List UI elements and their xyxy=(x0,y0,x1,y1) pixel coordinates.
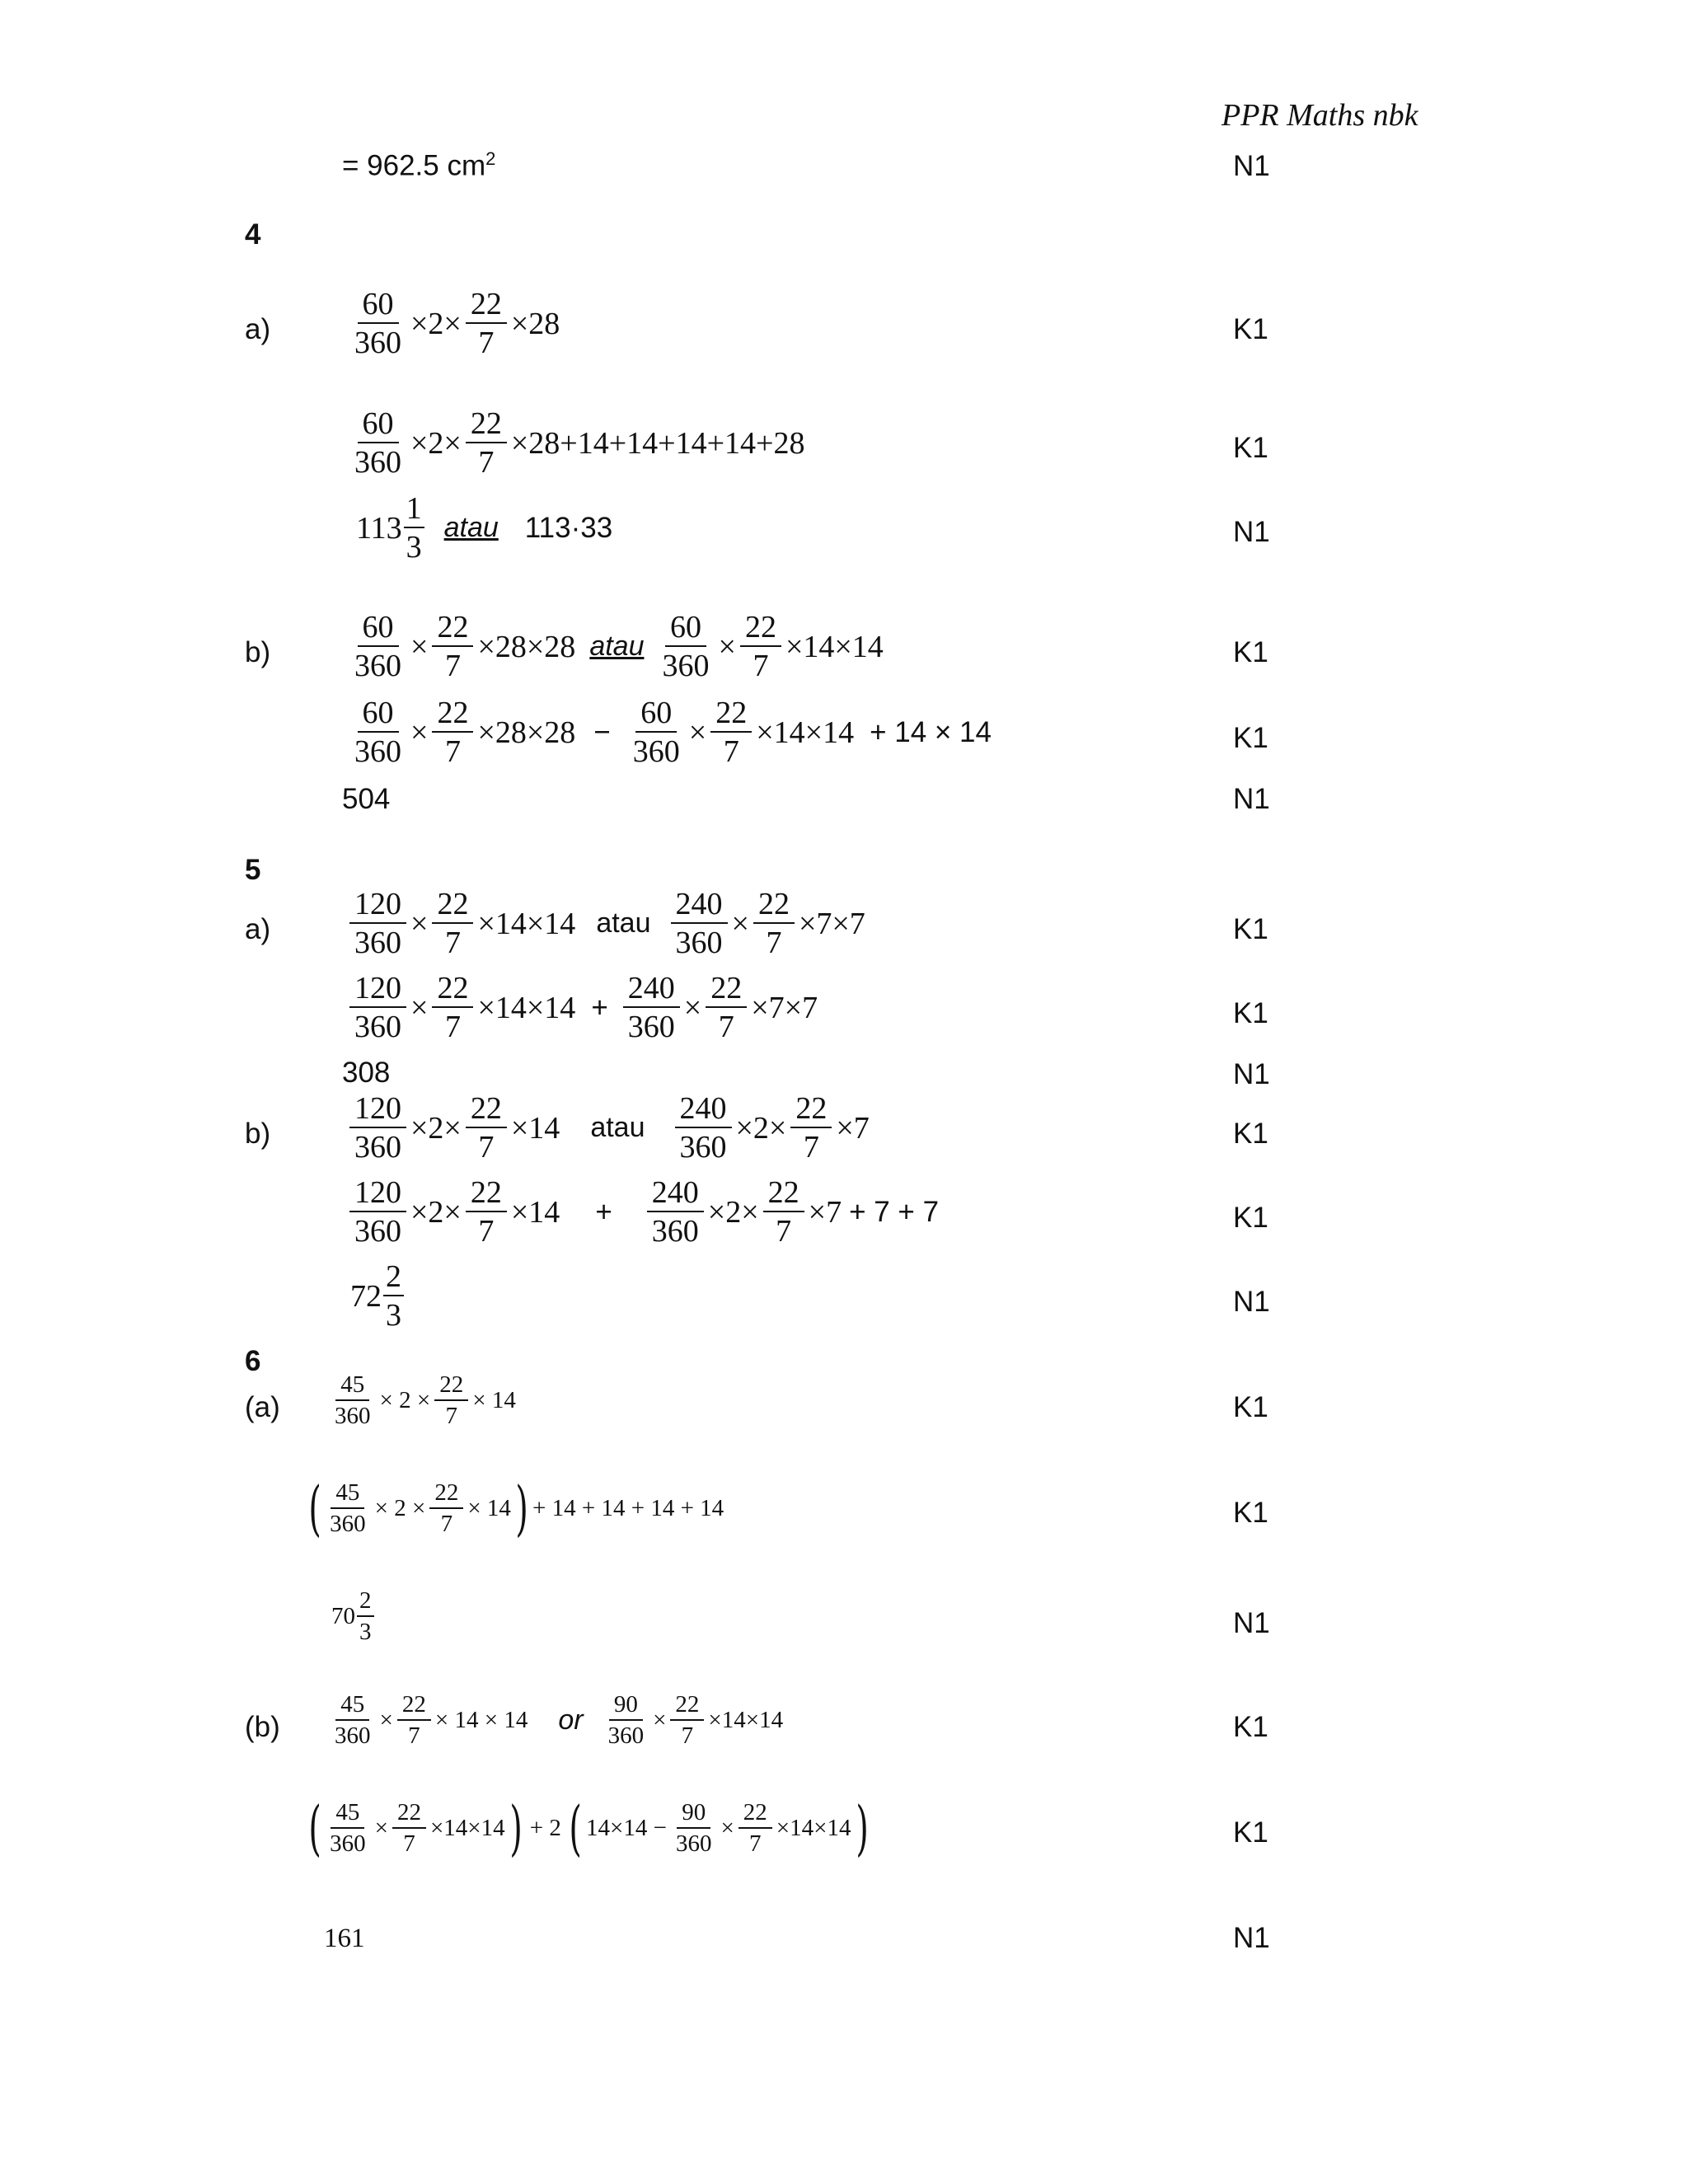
fraction xyxy=(675,1093,732,1163)
denominator: 7 xyxy=(440,1510,453,1537)
q5b-line2 xyxy=(348,1177,939,1247)
numerator: 60 xyxy=(358,697,399,733)
operator: × xyxy=(410,715,429,750)
fraction xyxy=(466,1177,507,1247)
denominator: 7 xyxy=(478,1130,495,1165)
fraction xyxy=(466,408,507,478)
numerator: 22 xyxy=(432,697,473,733)
q6b-line1-mark: K1 xyxy=(1233,1711,1268,1743)
numerator: 2 xyxy=(383,1261,404,1296)
q4a-line1-mark: K1 xyxy=(1233,313,1268,345)
numerator: 22 xyxy=(790,1093,832,1128)
denominator: 360 xyxy=(662,649,710,683)
denominator: 360 xyxy=(330,1510,366,1537)
fraction xyxy=(706,972,747,1043)
expression-tail: ×7 xyxy=(808,1194,842,1230)
numerator: 22 xyxy=(432,972,473,1008)
fraction xyxy=(603,1693,649,1748)
q4b-line1 xyxy=(348,612,886,682)
fraction xyxy=(349,972,406,1043)
whole-part: 113 xyxy=(356,510,402,546)
fraction xyxy=(397,1693,431,1748)
denominator: 360 xyxy=(335,1722,371,1749)
plus-sign: + xyxy=(595,1195,612,1228)
denominator: 7 xyxy=(681,1722,694,1749)
fraction xyxy=(349,1177,406,1247)
expression-tail: ×7×7 xyxy=(751,990,818,1025)
q6a-line2-mark: K1 xyxy=(1233,1497,1268,1529)
q5a-line1 xyxy=(348,888,868,958)
denominator: 7 xyxy=(478,1214,495,1249)
expression-tail: ×14×14 xyxy=(708,1707,784,1733)
top-result xyxy=(342,148,495,183)
numerator: 22 xyxy=(397,1693,431,1721)
denominator: 360 xyxy=(607,1722,645,1749)
fraction xyxy=(753,888,795,958)
denominator: 7 xyxy=(444,926,461,960)
q4a-line2 xyxy=(348,408,807,478)
fraction xyxy=(670,1693,704,1748)
fraction xyxy=(647,1177,704,1247)
expression-tail: ×14×14 xyxy=(477,906,576,941)
numerator: 240 xyxy=(675,1093,732,1128)
footer-mark: N1 xyxy=(1233,1922,1270,1954)
q4b-line1-mark: K1 xyxy=(1233,636,1268,668)
extra-term: + 14 × 14 xyxy=(870,715,992,748)
q6a-line1-mark: K1 xyxy=(1233,1391,1268,1423)
q5b-line1 xyxy=(348,1093,872,1163)
denominator: 7 xyxy=(776,1214,792,1249)
right-paren: ) xyxy=(515,1474,528,1543)
denominator: 3 xyxy=(359,1619,372,1645)
operator: ×2× xyxy=(707,1194,759,1230)
q4b-line2 xyxy=(348,697,992,767)
expression-tail: ×14 xyxy=(510,1110,560,1146)
numerator: 2 xyxy=(357,1589,374,1617)
expression-tail: ×14×14 xyxy=(477,990,576,1025)
denominator: 7 xyxy=(718,1010,734,1044)
q4a-line1 xyxy=(348,288,562,359)
expression-tail: ×14×14 xyxy=(756,715,855,750)
numerator: 22 xyxy=(738,1801,772,1829)
q6b-label: (b) xyxy=(245,1711,280,1743)
expression-part: 14×14 − xyxy=(585,1814,667,1841)
denominator: 360 xyxy=(354,326,401,360)
page-number: 161 xyxy=(324,1924,365,1953)
top-result-sup: 2 xyxy=(485,148,496,169)
q5a-line1-mark: K1 xyxy=(1233,913,1268,945)
numerator: 22 xyxy=(466,1093,507,1128)
mixed-number xyxy=(350,1261,406,1331)
numerator: 22 xyxy=(706,972,747,1008)
denominator: 7 xyxy=(803,1130,819,1165)
expression-tail: ×28 xyxy=(510,306,560,341)
operator: × xyxy=(379,1707,393,1733)
q6a-label: (a) xyxy=(245,1391,280,1423)
operator: × xyxy=(718,629,736,664)
fraction xyxy=(432,888,473,958)
denominator: 360 xyxy=(354,445,401,480)
fraction xyxy=(740,612,781,682)
numerator: 90 xyxy=(677,1801,710,1829)
fraction xyxy=(710,697,752,767)
fraction xyxy=(404,493,424,563)
numerator: 22 xyxy=(670,1693,704,1721)
top-mark: N1 xyxy=(1233,150,1270,182)
numerator: 120 xyxy=(349,1093,406,1128)
expression-tail: × 14 xyxy=(467,1494,511,1521)
expression-tail: ×28×28 xyxy=(477,715,576,750)
numerator: 60 xyxy=(358,288,399,324)
question-4-number: 4 xyxy=(245,218,261,251)
fraction xyxy=(658,612,715,682)
expression-tail: ×7×7 xyxy=(798,906,865,941)
q4a-line3 xyxy=(356,493,612,563)
denominator: 7 xyxy=(403,1830,415,1857)
fraction xyxy=(432,972,473,1043)
fraction xyxy=(349,288,406,359)
mixed-number xyxy=(331,1589,376,1644)
q4b-answer: 504 xyxy=(342,783,391,815)
fraction xyxy=(432,697,473,767)
denominator: 7 xyxy=(753,649,769,683)
fraction xyxy=(357,1589,374,1644)
fraction xyxy=(330,1693,376,1748)
operator: × 2 × xyxy=(374,1494,426,1521)
fraction xyxy=(738,1798,772,1857)
right-paren: ) xyxy=(509,1793,523,1863)
left-paren: ( xyxy=(569,1793,582,1863)
expression-tail: ×28+14+14+14+14+28 xyxy=(510,425,805,461)
numerator: 22 xyxy=(466,288,507,324)
denominator: 7 xyxy=(444,1010,461,1044)
numerator: 45 xyxy=(335,1693,369,1721)
numerator: 22 xyxy=(432,888,473,924)
whole-part: 72 xyxy=(350,1278,382,1314)
fraction xyxy=(623,972,680,1043)
denominator: 360 xyxy=(679,1130,727,1165)
denominator: 7 xyxy=(749,1830,762,1857)
numerator: 60 xyxy=(358,612,399,647)
operator: ×2× xyxy=(410,1110,462,1146)
atau-word: atau xyxy=(589,630,645,662)
expression-tail: ×14×14 xyxy=(429,1814,505,1841)
operator: ×2× xyxy=(410,1194,462,1230)
numerator: 22 xyxy=(466,408,507,443)
fraction xyxy=(330,1373,376,1428)
numerator: 60 xyxy=(358,408,399,443)
plus-sign: + xyxy=(591,991,608,1024)
fraction xyxy=(429,1481,463,1536)
q5a-line3-mark: N1 xyxy=(1233,1058,1270,1090)
atau-word: atau xyxy=(443,512,499,543)
fraction xyxy=(325,1798,371,1857)
denominator: 7 xyxy=(766,926,782,960)
operator: ×2× xyxy=(735,1110,787,1146)
q4a-line3-mark: N1 xyxy=(1233,516,1270,548)
q6b-line2 xyxy=(307,1793,870,1863)
denominator: 3 xyxy=(386,1298,401,1333)
denominator: 360 xyxy=(354,1130,401,1165)
q5a-line2 xyxy=(348,972,820,1043)
operator: × xyxy=(720,1814,734,1841)
q6a-line2 xyxy=(307,1474,726,1543)
operator: × xyxy=(653,1707,667,1733)
fraction xyxy=(790,1093,832,1163)
numerator: 22 xyxy=(710,697,752,733)
q5b-line3 xyxy=(350,1261,406,1331)
numerator: 240 xyxy=(647,1177,704,1212)
numerator: 60 xyxy=(635,697,677,733)
fraction xyxy=(434,1373,468,1428)
denominator: 360 xyxy=(354,734,401,769)
question-5-number: 5 xyxy=(245,854,261,886)
q6a-line3-mark: N1 xyxy=(1233,1607,1270,1639)
numerator: 120 xyxy=(349,888,406,924)
decimal-answer: 113·33 xyxy=(524,511,613,544)
q4b-line3-mark: N1 xyxy=(1233,783,1270,815)
operator: ×2× xyxy=(410,306,462,341)
numerator: 60 xyxy=(665,612,706,647)
denominator: 360 xyxy=(627,1010,675,1044)
question-6-number: 6 xyxy=(245,1345,261,1377)
page-header: PPR Maths nbk xyxy=(1221,98,1418,133)
numerator: 45 xyxy=(331,1801,364,1829)
fraction xyxy=(349,1093,406,1163)
denominator: 7 xyxy=(478,445,495,480)
fraction xyxy=(671,1798,717,1857)
denominator: 360 xyxy=(675,1830,712,1857)
top-result-text: = 962.5 cm xyxy=(342,149,486,182)
expression-tail: ×14×14 xyxy=(776,1814,851,1841)
operator: × 2 × xyxy=(379,1387,431,1413)
numerator: 22 xyxy=(432,612,473,647)
operator: × xyxy=(731,906,749,941)
fraction xyxy=(466,288,507,359)
denominator: 7 xyxy=(723,734,739,769)
expression-tail: + 14 + 14 + 14 + 14 xyxy=(532,1494,724,1521)
fraction xyxy=(671,888,728,958)
fraction xyxy=(349,612,406,682)
q6b-line2-mark: K1 xyxy=(1233,1816,1268,1849)
numerator: 240 xyxy=(671,888,728,924)
numerator: 22 xyxy=(392,1801,426,1829)
expression-tail: ×7 xyxy=(836,1110,870,1146)
expression-tail: × 14 xyxy=(472,1387,516,1413)
operator: × xyxy=(410,629,429,664)
numerator: 22 xyxy=(429,1481,463,1509)
numerator: 22 xyxy=(434,1373,468,1401)
fraction xyxy=(466,1093,507,1163)
q6a-line1 xyxy=(328,1373,518,1428)
q5b-line1-mark: K1 xyxy=(1233,1118,1268,1150)
q5a-label: a) xyxy=(245,913,271,945)
denominator: 360 xyxy=(632,734,680,769)
whole-part: 70 xyxy=(331,1603,355,1629)
expression-tail: ×14×14 xyxy=(785,629,884,664)
fraction xyxy=(628,697,685,767)
denominator: 360 xyxy=(675,926,723,960)
expression-tail: ×14 xyxy=(510,1194,560,1230)
minus-sign: − xyxy=(593,715,611,748)
fraction xyxy=(349,888,406,958)
denominator: 360 xyxy=(335,1403,371,1429)
fraction xyxy=(383,1261,404,1331)
fraction xyxy=(325,1481,371,1536)
q5b-line3-mark: N1 xyxy=(1233,1286,1270,1318)
fraction xyxy=(763,1177,804,1247)
multiplier: + 2 xyxy=(529,1814,561,1841)
numerator: 22 xyxy=(763,1177,804,1212)
numerator: 240 xyxy=(623,972,680,1008)
fraction xyxy=(349,697,406,767)
q4a-line2-mark: K1 xyxy=(1233,432,1268,464)
numerator: 22 xyxy=(740,612,781,647)
operator: × xyxy=(410,990,429,1025)
atau-word: atau xyxy=(596,907,651,939)
or-word: or xyxy=(558,1704,584,1736)
numerator: 1 xyxy=(404,493,424,528)
denominator: 360 xyxy=(354,649,401,683)
operator: ×2× xyxy=(410,425,462,461)
fraction xyxy=(349,408,406,478)
numerator: 45 xyxy=(335,1373,369,1401)
denominator: 7 xyxy=(444,734,461,769)
numerator: 22 xyxy=(753,888,795,924)
denominator: 360 xyxy=(354,1214,401,1249)
numerator: 45 xyxy=(331,1481,364,1509)
numerator: 120 xyxy=(349,1177,406,1212)
left-paren: ( xyxy=(308,1793,321,1863)
operator: × xyxy=(688,715,707,750)
denominator: 360 xyxy=(651,1214,699,1249)
expression-tail: ×28×28 xyxy=(477,629,576,664)
denominator: 360 xyxy=(330,1830,366,1857)
q5b-line2-mark: K1 xyxy=(1233,1202,1268,1234)
denominator: 7 xyxy=(408,1722,420,1749)
q6b-line1 xyxy=(328,1693,785,1748)
denominator: 360 xyxy=(354,1010,401,1044)
mixed-number xyxy=(356,493,426,563)
denominator: 3 xyxy=(406,530,422,565)
right-paren: ) xyxy=(855,1793,869,1863)
q5a-answer: 308 xyxy=(342,1057,391,1089)
q4b-line2-mark: K1 xyxy=(1233,722,1268,754)
denominator: 360 xyxy=(354,926,401,960)
q4b-label: b) xyxy=(245,636,271,668)
atau-word: atau xyxy=(590,1112,645,1143)
denominator: 7 xyxy=(478,326,495,360)
operator: × xyxy=(374,1814,388,1841)
numerator: 90 xyxy=(609,1693,643,1721)
operator: × xyxy=(683,990,702,1025)
left-paren: ( xyxy=(308,1474,321,1543)
q5b-label: b) xyxy=(245,1118,271,1150)
q4a-label: a) xyxy=(245,313,271,345)
expression-tail: × 14 × 14 xyxy=(434,1707,528,1733)
fraction xyxy=(432,612,473,682)
operator: × xyxy=(410,906,429,941)
numerator: 22 xyxy=(466,1177,507,1212)
fraction xyxy=(392,1798,426,1857)
denominator: 7 xyxy=(444,649,461,683)
denominator: 7 xyxy=(445,1403,457,1429)
numerator: 120 xyxy=(349,972,406,1008)
extra-term: + 7 + 7 xyxy=(849,1195,940,1228)
q5a-line2-mark: K1 xyxy=(1233,997,1268,1029)
q6a-line3 xyxy=(331,1589,376,1644)
